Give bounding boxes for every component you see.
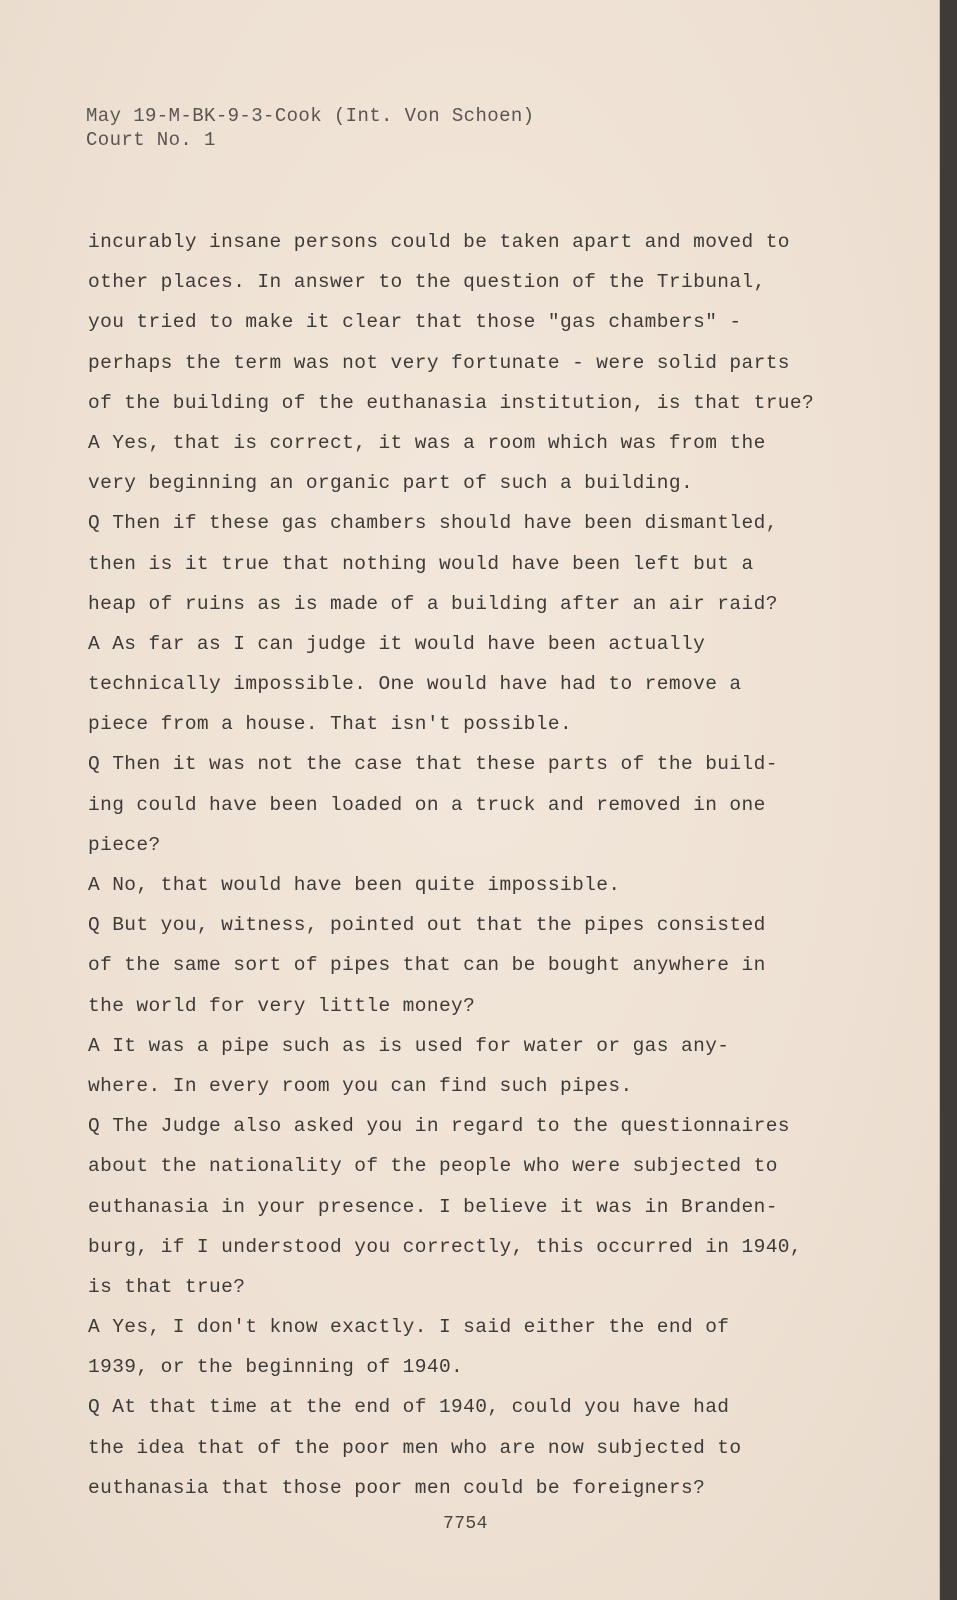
transcript-line: you tried to make it clear that those "gas chambers" - [88,311,742,334]
transcript-line: technically impossible. One would have had to remove a [88,673,742,696]
page-number: 7754 [443,1514,488,1534]
transcript-line: A Yes, I don't know exactly. I said either the end of [88,1316,730,1339]
transcript-line: Q Then if these gas chambers should have been dismantled, [88,512,778,535]
transcript-line: heap of ruins as is made of a building after an air raid? [88,592,778,615]
transcript-line: incurably insane persons could be taken apart and moved to [88,231,790,253]
scan-background-edge [940,0,957,1600]
transcript-line: Q Then it was not the case that these parts of the build- [88,753,778,776]
transcript-line: perhaps the term was not very fortunate - were solid parts [88,351,790,374]
transcript-line: piece? [88,833,161,856]
transcript-line: then is it true that nothing would have been left but a [88,552,754,575]
transcript-line: Q At that time at the end of 1940, could you have had [88,1396,730,1419]
transcript-line: about the nationality of the people who were subjected to [88,1155,778,1178]
header-court-line: Court No. 1 [86,129,216,151]
transcript-body [88,222,828,1508]
transcript-line: 1939, or the beginning of 1940. [88,1356,464,1379]
transcript-line: burg, if I understood you correctly, this occurred in 1940, [88,1235,803,1258]
transcript-line: of the building of the euthanasia institution, is that true? [88,391,815,414]
document-header [86,104,534,152]
transcript-line: euthanasia that those poor men could be foreigners? [88,1476,706,1499]
transcript-line: Q The Judge also asked you in regard to the questionnaires [88,1115,790,1138]
transcript-line: A As far as I can judge it would have been actually [88,632,706,655]
transcript-line: piece from a house. That isn't possible. [88,713,573,736]
transcript-line: the world for very little money? [88,994,476,1017]
transcript-line: A It was a pipe such as is used for water or gas any- [88,1034,730,1057]
transcript-line: is that true? [88,1275,246,1298]
transcript-line: A Yes, that is correct, it was a room which was from the [88,431,766,454]
transcript-line: where. In every room you can find such pipes. [88,1074,633,1097]
transcript-line: ing could have been loaded on a truck and removed in one [88,793,766,816]
transcript-line: Q But you, witness, pointed out that the pipes consisted [88,914,766,937]
transcript-line: the idea that of the poor men who are now subjected to [88,1436,742,1459]
transcript-line: very beginning an organic part of such a building. [88,472,694,495]
header-reference-line: May 19-M-BK-9-3-Cook (Int. Von Schoen) [86,105,535,127]
transcript-line: euthanasia in your presence. I believe it was in Branden- [88,1195,778,1218]
transcript-line: other places. In answer to the question of the Tribunal, [88,271,766,294]
transcript-line: of the same sort of pipes that can be bought anywhere in [88,954,766,977]
transcript-line: A No, that would have been quite impossible. [88,874,621,896]
